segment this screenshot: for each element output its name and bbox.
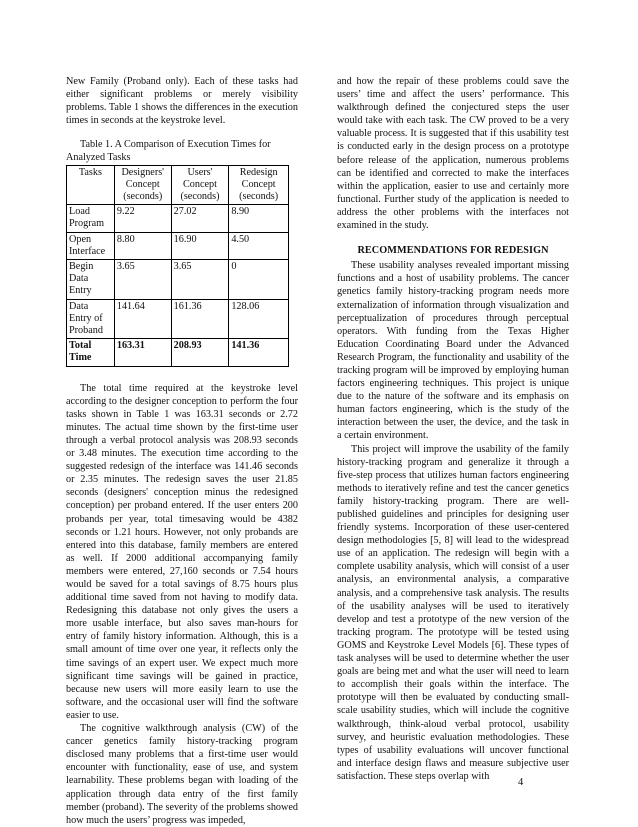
left-paragraph-1: New Family (Proband only). Each of these tasks had either significant problems or merely visibility problems. Table 1 shows the differences in the execution times in seconds at the keystroke level.	[66, 76, 298, 127]
table-cell: 128.06	[229, 299, 289, 339]
table-cell: 163.31	[114, 339, 171, 366]
table-cell: 0	[229, 259, 289, 299]
table-header-cell: Tasks	[67, 165, 115, 205]
table-row	[67, 299, 289, 339]
page-number: 4	[518, 777, 524, 788]
table-cell: 3.65	[171, 259, 229, 299]
table-cell: 8.90	[229, 205, 289, 232]
right-paragraph-2: These usability analyses revealed important missing functions and a host of usability problems. The cancer genetics family history-tracking program needs more externalization of information through visualization and perceptualization of procedures through perceptual operators. With funding from the Texas Higher Education Coordinating Board under the Advanced Research Program, the functionality and usability of the tracking program will be improved by employing human factors engineering techniques. This project is unique due to the nature of the software and its emphasis on human factors engineering, which is the study of the interaction between the user, the device, and the task in a certain environment.	[337, 260, 569, 442]
left-paragraph-3: The cognitive walkthrough analysis (CW) of the cancer genetics family history-tracking program disclosed many problems that a first-time user would encounter with functionality, ease of use, and system learnability. These problems began with loading of the application through data entry of the first family member (proband). The severity of the problems showed how much the users’ progress was impeded,	[66, 723, 298, 826]
table-cell: Load Program	[67, 205, 115, 232]
table-cell: 161.36	[171, 299, 229, 339]
right-paragraph-1: and how the repair of these problems could save the users’ time and affect the users’ performance. This walkthrough defined the conjectured steps the user would take with each task. The CW proved to be a very valuable process. It is suggested that if this usability test is conducted early in the design process on a prototype before release of the application, numerous problems can be identified and corrected to make the interfaces within the application, easier to use and certainly more functional. Further study of the application is needed to address the other problems with the interfaces not examined in the study.	[337, 76, 569, 232]
table-cell: 16.90	[171, 232, 229, 259]
table-cell: 208.93	[171, 339, 229, 366]
execution-times-table	[66, 165, 289, 367]
table-total-row	[67, 339, 289, 366]
table-cell: 141.64	[114, 299, 171, 339]
table-cell: Total Time	[67, 339, 115, 366]
table-row	[67, 232, 289, 259]
table-cell: 27.02	[171, 205, 229, 232]
left-paragraph-2: The total time required at the keystroke level according to the designer conception to perform the four tasks shown in Table 1 was 163.31 seconds or 2.72 minutes. The actual time shown by the first-time user through a verbal protocol analysis was 208.93 seconds or 3.48 minutes. The execution time according to the suggested redesign of the interface was 141.46 seconds or 2.35 minutes. The redesign saves the user 21.85 seconds (designers' conception minus the redesigned conception) per proband entered. If the user enters 200 probands per year, total timesaving would be 4382 seconds or 1.21 hours. However, not only probands are entered into this database, family members are entered as well. If 2000 additional accompanying family members were entered, 27,160 seconds or 7.54 hours would be saved for a total savings of 8.75 hours plus additional time saved from not having to modify data. Redesigning this database not only gives the users a more usable interface, but also saves man-hours for entry of family history information. Although, this is a small amount of time over one year, it reflects only the time savings of an expert user. We expect much more significant time savings will be gained in practice, because new users will more easily learn to use the software, and the occasional user will find the software easier to use.	[66, 382, 298, 721]
table-row	[67, 205, 289, 232]
table-cell: 9.22	[114, 205, 171, 232]
table-row	[67, 259, 289, 299]
table-cell: Data Entry of Proband	[67, 299, 115, 339]
section-heading: RECOMMENDATIONS FOR REDESIGN	[357, 245, 549, 257]
table-cell: 8.80	[114, 232, 171, 259]
right-paragraph-3: This project will improve the usability of the family history-tracking program and generalize it through a five-step process that utilizes human factors engineering methods to iteratively refine and test the cancer genetics family history-tracking program. There are well-published guidelines and principles for designing user friendly systems. Incorporation of these user-centered design methodologies [5, 8] will lead to the widespread use of an application. The redesign will begin with a complete usability analysis, which will consist of a user analysis, an environmental analysis, a comparative analysis, and a comprehensive task analysis. The results of the usability analyses will be used to iteratively develop and test a prototype of the new version of the tracking program. The prototype will be tested using GOMS and Keystroke Level Models [6]. These types of task analyses will be used to determine whether the user goals are being met and what the user will need to learn to accomplish their goals within the interface. The prototype will then be evaluated by conducting small-scale usability studies, which will include the cognitive walkthrough, think-aloud verbal protocol, usability survey, and heuristic evaluation methodologies. These types of usability evaluations will uncover functional and interface design flaws and measure subjective user satisfaction. These steps overlap with	[337, 443, 569, 782]
table-caption: Table 1. A Comparison of Execution Times for Analyzed Tasks	[66, 139, 271, 164]
table-header-cell: Designers' Concept (seconds)	[114, 165, 171, 205]
table-cell: 141.36	[229, 339, 289, 366]
table-header-row	[67, 165, 289, 205]
table-cell: Begin Data Entry	[67, 259, 115, 299]
table-cell: 4.50	[229, 232, 289, 259]
table-cell: Open Interface	[67, 232, 115, 259]
left-column	[66, 75, 298, 827]
table-header-cell: Redesign Concept (seconds)	[229, 165, 289, 205]
right-column	[337, 75, 569, 783]
table-header-cell: Users' Concept (seconds)	[171, 165, 229, 205]
table-cell: 3.65	[114, 259, 171, 299]
